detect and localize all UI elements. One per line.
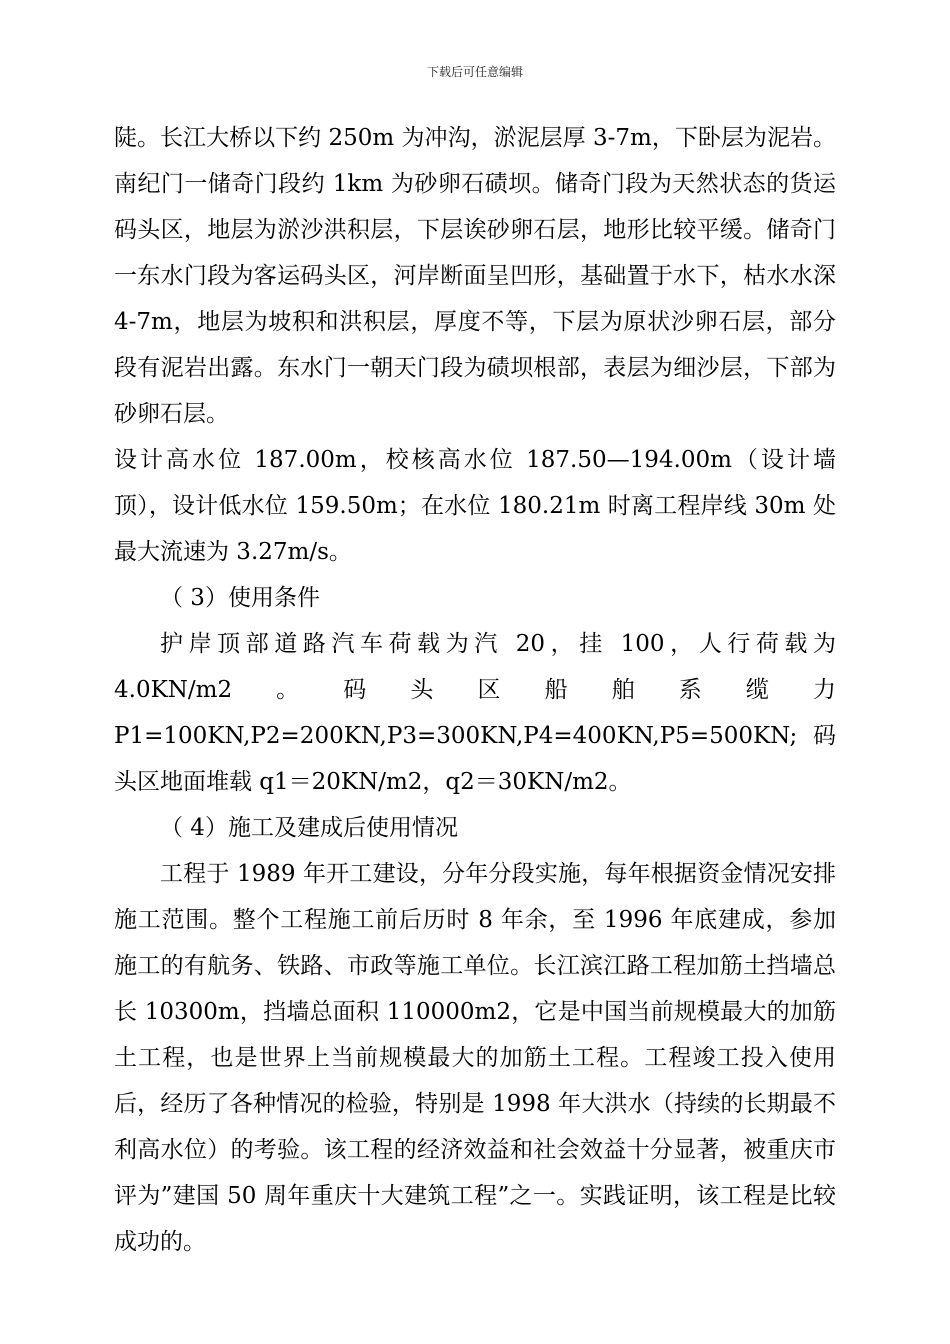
section-heading-usage-conditions: （ 3）使用条件 (160, 585, 320, 611)
section-heading-construction: （ 4）施工及建成后使用情况 (160, 815, 458, 841)
page-header: 下载后可任意编辑 (426, 65, 523, 79)
paragraph-construction-history: 工程于 1989 年开工建设，分年分段实施，每年根据资金情况安排施工范围。整个工程施工前后历时 8 年余，至 1996 年底建成，参加施工的有航务、铁路、市政等施工单位。长江滨江路工程加筋土挡墙总长 10300m，挡墙总面积 110000m2，它是中国当前规模最大的加筋土工程，也是世界上当前规模最大的加筋土工程。工程竣工投入使用后，经历了各种情况的检验，特别是 1998 年大洪水（持续的长期最不利高水位）的考验。该工程的经济效益和社会效益十分显著，被重庆市评为”建国 50 周年重庆十大建筑工程”之一。实践证明，该工程是比较成功的。 (114, 861, 836, 1255)
document-body (114, 115, 836, 1265)
paragraph-loads: 护岸顶部道路汽车荷载为汽 20，挂 100，人行荷载为 4.0KN/m2。码头区船舶系缆力 P1=100KN,P2=200KN,P3=300KN,P4=400KN,P5=500KN;码头区地面堆载 q1＝20KN/m2，q2＝30KN/m2。 (114, 631, 836, 795)
paragraph-water-level: 设计高水位 187.00m，校核高水位 187.50—194.00m（设计墙顶），设计低水位 159.50m；在水位 180.21m 时离工程岸线 30m 处最大流速为 3.27m/s。 (114, 447, 836, 565)
paragraph-geology: 陡。长江大桥以下约 250m 为冲沟，淤泥层厚 3-7m，下卧层为泥岩。南纪门一储奇门段约 1km 为砂卵石碛坝。储奇门段为天然状态的货运码头区，地层为淤沙洪积层，下层诶砂卵石层，地形比较平缓。储奇门一东水门段为客运码头区，河岸断面呈凹形，基础置于水下，枯水水深 4-7m，地层为坡积和洪积层，厚度不等，下层为原状沙卵石层，部分段有泥岩出露。东水门一朝天门段为碛坝根部，表层为细沙层，下部为砂卵石层。 (114, 125, 836, 427)
